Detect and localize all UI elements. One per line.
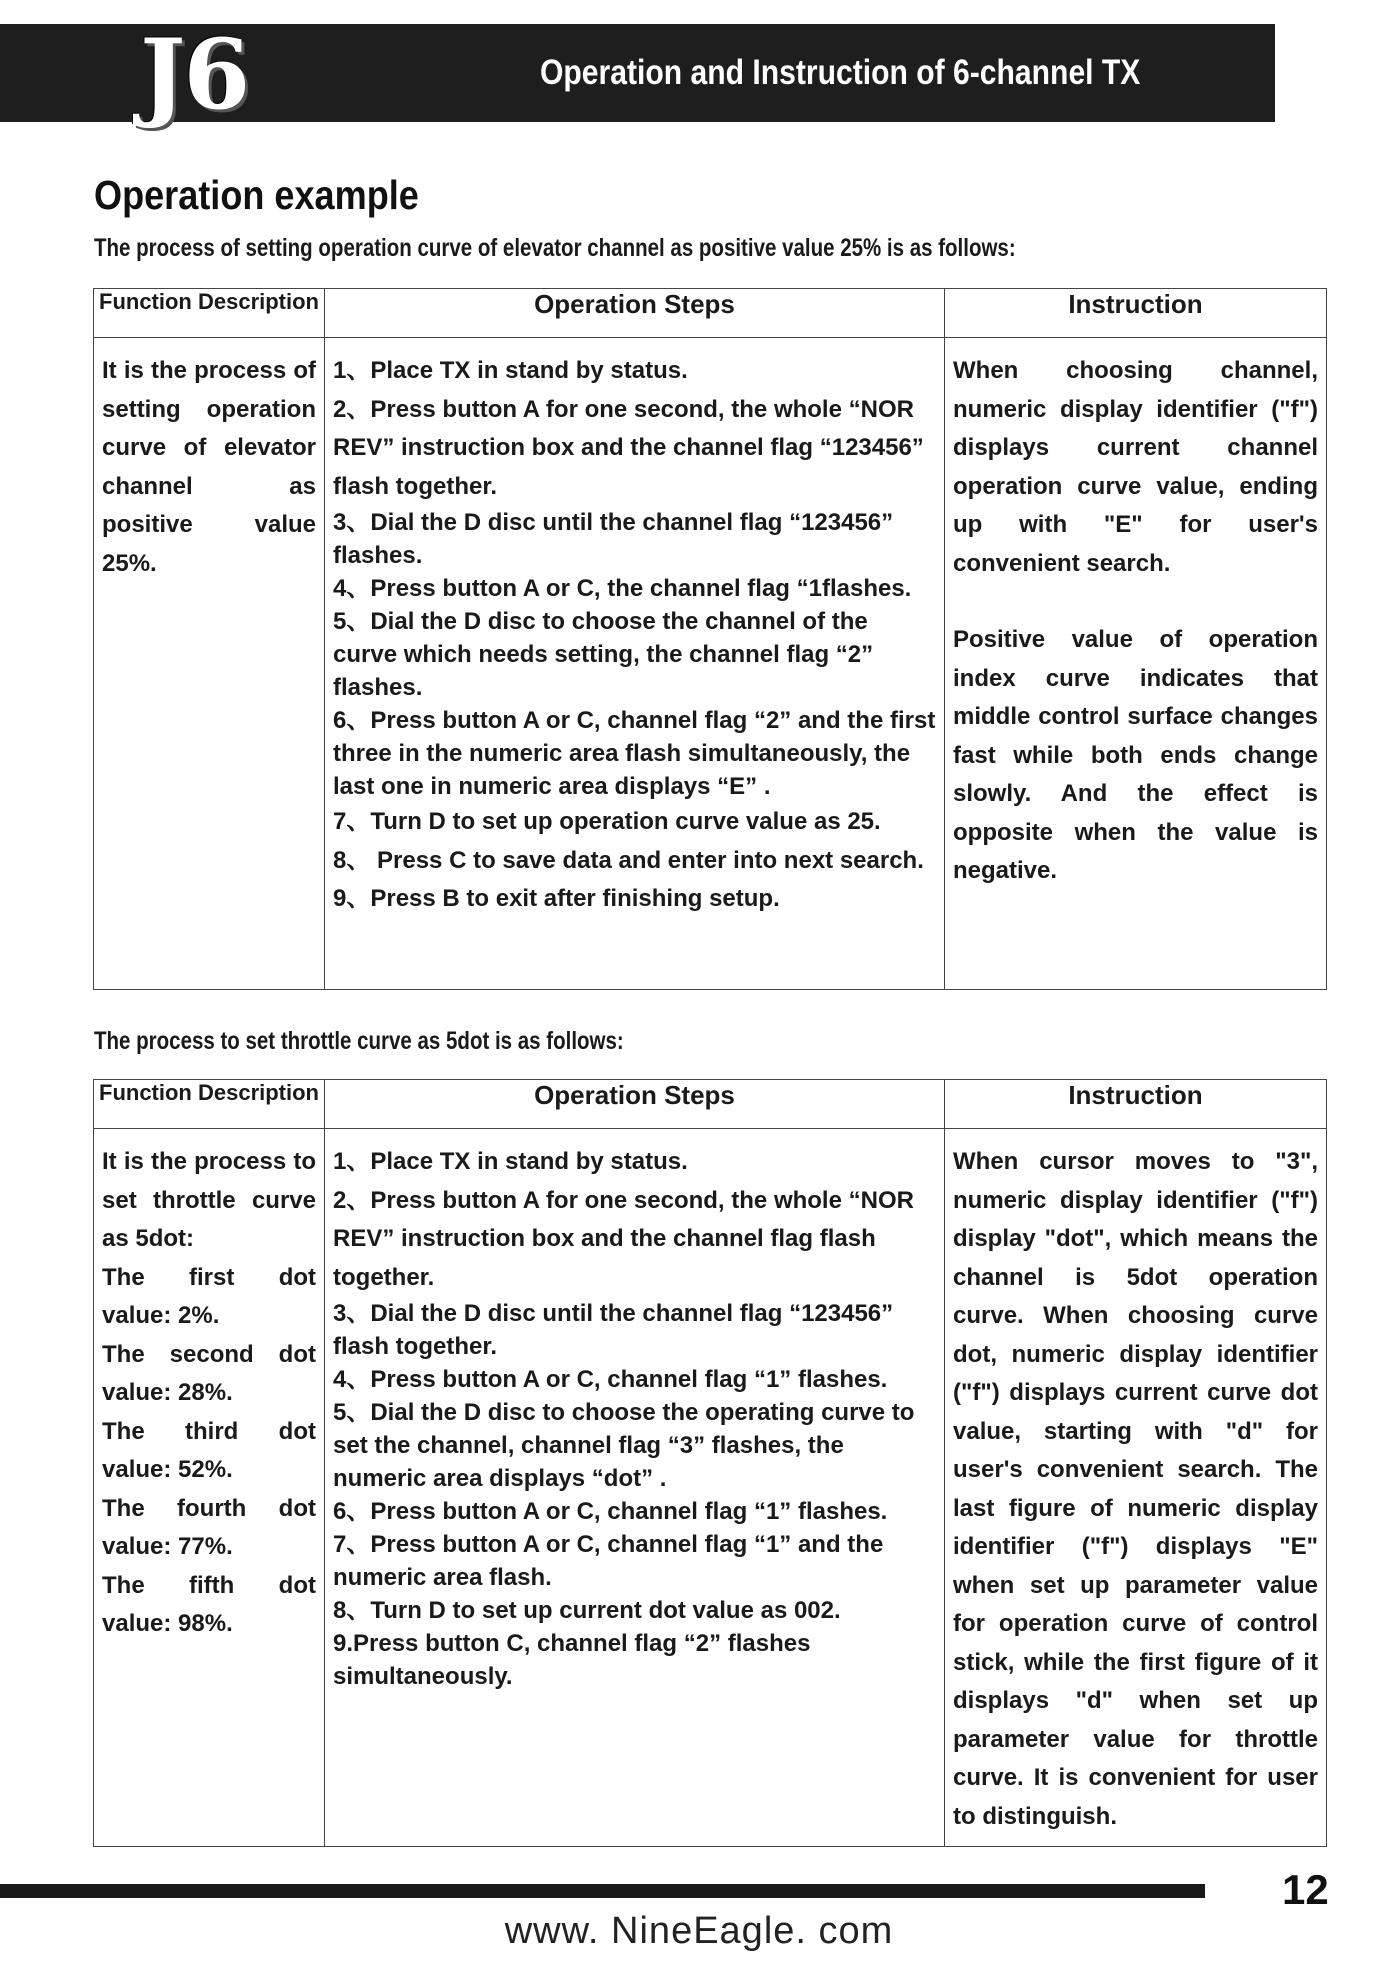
table1-instruction-para: When choosing channel, numeric display identifier ("f") displays current channel operation curve value, ending up with "E" for user's convenient search. bbox=[953, 357, 1318, 577]
table2-step: 6、Press button A or C, channel flag “1” flashes. bbox=[333, 1498, 888, 1525]
table1-step: 1、Place TX in stand by status. bbox=[333, 357, 688, 384]
table1-header-steps: Operation Steps bbox=[325, 289, 945, 338]
header-title: Operation and Instruction of 6-channel TX bbox=[540, 53, 1141, 92]
table2-header-steps: Operation Steps bbox=[325, 1080, 945, 1129]
table2-function-line: The fourth dot value: 77%. bbox=[102, 1494, 316, 1560]
table2-instruction-cell bbox=[945, 1129, 1327, 1847]
table1-step: 8、 Press C to save data and enter into next search. bbox=[333, 846, 924, 874]
j6-logo: J6 bbox=[140, 18, 249, 131]
table2-header-row bbox=[94, 1080, 1327, 1129]
table2-header-function: Function Description bbox=[94, 1080, 325, 1129]
table1-steps-list bbox=[325, 338, 944, 929]
table2-function-line: The third dot value: 52%. bbox=[102, 1417, 316, 1483]
table2-step: 2、Press button A for one second, the whole “NOR REV” instruction box and the channel flag flash together. bbox=[333, 1186, 914, 1291]
table1-instruction-cell bbox=[945, 338, 1327, 990]
throttle-curve-table bbox=[93, 1079, 1327, 1847]
table1-step: 7、Turn D to set up operation curve value as 25. bbox=[333, 808, 881, 835]
table2-function-cell bbox=[94, 1129, 325, 1847]
table1-step: 9、Press B to exit after finishing setup. bbox=[333, 885, 780, 912]
table1-step: 2、Press button A for one second, the whole “NOR REV” instruction box and the channel flag “123456” flash together. bbox=[333, 395, 924, 500]
elevator-curve-table bbox=[93, 288, 1327, 990]
table1-step: 6、Press button A or C, channel flag “2” and the first three in the numeric area flash simultaneously, the last one in numeric area displays “E” . bbox=[333, 707, 936, 800]
table1-header-function: Function Description bbox=[94, 289, 325, 338]
table2-step: 9.Press button C, channel flag “2” flashes simultaneously. bbox=[333, 1630, 811, 1690]
table2-header-instruction: Instruction bbox=[945, 1080, 1327, 1129]
table1-function-cell bbox=[94, 338, 325, 990]
table2-function-line: It is the process to set throttle curve as 5dot: bbox=[102, 1148, 316, 1252]
table2-function-line: The fifth dot value: 98%. bbox=[102, 1571, 316, 1637]
page-header bbox=[0, 18, 1275, 131]
table2-body-row bbox=[94, 1129, 1327, 1847]
table2-step: 8、Turn D to set up current dot value as 002. bbox=[333, 1597, 841, 1624]
table1-body-row bbox=[94, 338, 1327, 990]
table2-steps-list bbox=[325, 1129, 944, 1703]
table2-function-line: The first dot value: 2%. bbox=[102, 1263, 316, 1329]
table1-steps-cell bbox=[325, 338, 945, 990]
table2-step: 3、Dial the D disc until the channel flag “123456” flash together. bbox=[333, 1300, 894, 1360]
table2-step: 7、Press button A or C, channel flag “1” and the numeric area flash. bbox=[333, 1531, 884, 1591]
table1-header-instruction: Instruction bbox=[945, 289, 1327, 338]
table1-instruction-para: Positive value of operation index curve indicates that middle control surface changes fast while both ends change slowly. And the effect is opposite when the value is negative. bbox=[953, 626, 1318, 884]
table1-step: 3、Dial the D disc until the channel flag “123456” flashes. bbox=[333, 509, 894, 569]
table2-step: 4、Press button A or C, channel flag “1” flashes. bbox=[333, 1366, 888, 1393]
footer-url: www. NineEagle. com bbox=[504, 1910, 894, 1952]
table2-function-text bbox=[94, 1129, 324, 1654]
table2-step: 1、Place TX in stand by status. bbox=[333, 1148, 688, 1175]
table2-step: 5、Dial the D disc to choose the operating curve to set the channel, channel flag “3” flashes, the numeric area displays “dot” . bbox=[333, 1399, 915, 1492]
table1-intro: The process of setting operation curve of elevator channel as positive value 25% is as follows: bbox=[94, 234, 1016, 262]
table2-instruction-text: When cursor moves to "3", numeric display identifier ("f") display "dot", which means the channel is 5dot operation curve. When choosing curve dot, numeric display identifier ("f") displays current curve dot value, starting with "d" for user's convenient search. The last figure of numeric display identifier ("f") displays "E" when set up parameter value for operation curve of control stick, while the first figure of it displays "d" when set up parameter value for throttle curve. It is convenient for user to distinguish. bbox=[953, 1148, 1318, 1830]
table2-intro: The process to set throttle curve as 5dot is as follows: bbox=[94, 1027, 624, 1055]
table1-instruction-text bbox=[945, 338, 1326, 901]
section-title: Operation example bbox=[94, 172, 419, 218]
table1-step: 4、Press button A or C, the channel flag “1flashes. bbox=[333, 575, 912, 602]
page-number: 12 bbox=[1282, 1866, 1329, 1913]
table1-function-text: It is the process of setting operation curve of elevator channel as positive value 25%. bbox=[102, 357, 316, 577]
table1-header-row bbox=[94, 289, 1327, 338]
table1-step: 5、Dial the D disc to choose the channel of the curve which needs setting, the channel flag “2” flashes. bbox=[333, 608, 874, 701]
table2-steps-cell bbox=[325, 1129, 945, 1847]
footer-rule bbox=[0, 1884, 1205, 1898]
table2-function-line: The second dot value: 28%. bbox=[102, 1340, 316, 1406]
